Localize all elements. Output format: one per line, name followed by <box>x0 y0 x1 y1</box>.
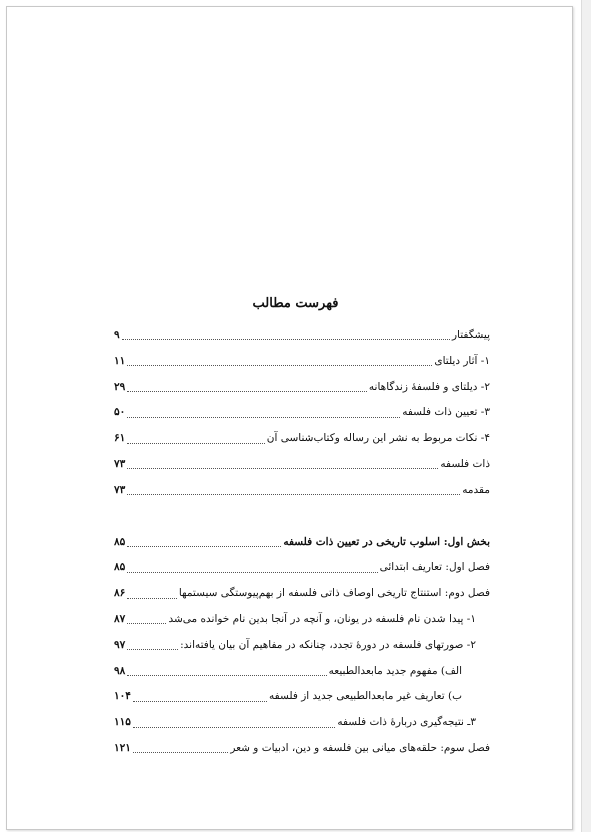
toc-entry-label: ۱- پیدا شدن نام فلسفه در یونان، و آنچه در آنجا بدین نام خوانده می‌شد <box>168 612 476 625</box>
toc-entry[interactable] <box>114 581 490 607</box>
dot-leader <box>127 572 377 573</box>
toc-entry-label: فصل دوم: استنتاج تاریخی اوصاف ذاتی فلسفه از بهم‌پیوستگی سیستمها <box>178 587 490 600</box>
toc-entry-label: ۱- آثار دیلتای <box>434 354 490 367</box>
toc-entry[interactable] <box>114 607 490 633</box>
toc-entry-page: ۹۷ <box>114 638 126 651</box>
toc-entry-page: ۸۷ <box>114 612 126 625</box>
toc-entry[interactable] <box>114 633 490 659</box>
toc-entry-label: پیشگفتار <box>451 329 490 341</box>
toc-entry-label: مقدمه <box>462 483 490 496</box>
dot-leader <box>122 339 450 340</box>
toc-entry-label: ۳ـ نتیجه‌گیری دربارهٔ ذات فلسفه <box>337 716 476 729</box>
toc-entry[interactable] <box>114 323 490 349</box>
dot-leader <box>127 649 178 650</box>
toc-entry-page: ۸۵ <box>114 535 126 548</box>
toc-entry-section[interactable] <box>114 530 490 556</box>
toc-entry[interactable] <box>114 736 490 762</box>
toc-entry-page: ۸۶ <box>114 587 126 600</box>
dot-leader <box>127 365 432 366</box>
toc-entry[interactable] <box>114 349 490 375</box>
toc-entry-label: ۲- دیلتای و فلسفهٔ زندگاهانه <box>368 380 490 393</box>
toc-entry-label: ۴- نکات مربوط به نشر این رساله وکتاب‌شناسی آن <box>266 432 490 445</box>
toc-entry-page: ۶۱ <box>114 432 126 445</box>
toc-entry-label: ۳- تعیین ذات فلسفه <box>402 406 490 419</box>
toc-entry[interactable] <box>114 478 490 504</box>
toc-entry-page: ۱۰۴ <box>114 690 131 703</box>
dot-leader <box>127 598 177 599</box>
toc-entry[interactable] <box>114 659 490 685</box>
toc-entry-label: فصل اول: تعاریف ابتدائی <box>379 561 490 574</box>
toc-entry-page: ۷۳ <box>114 483 126 496</box>
toc-title: فهرست مطالب <box>252 296 339 311</box>
toc-entry-page: ۹ <box>114 329 120 341</box>
toc-entry-page: ۱۱ <box>114 354 126 367</box>
dot-leader <box>127 417 400 418</box>
toc-entry[interactable] <box>114 375 490 401</box>
toc-entry[interactable] <box>114 555 490 581</box>
toc-entry-label: ذات فلسفه <box>440 457 490 470</box>
toc-entry[interactable] <box>114 684 490 710</box>
dot-leader <box>127 443 265 444</box>
dot-leader <box>127 546 281 547</box>
toc-entry-label: الف) مفهوم جدید مابعدالطبیعه <box>328 664 462 677</box>
dot-leader <box>127 391 367 392</box>
toc-entry-label: بخش اول: اسلوب تاریخی در تعیین ذات فلسفه <box>283 535 490 548</box>
vertical-scrollbar[interactable] <box>581 0 591 832</box>
toc-entry-page: ۷۳ <box>114 457 126 470</box>
dot-leader <box>127 623 166 624</box>
toc-entry[interactable] <box>114 710 490 736</box>
dot-leader <box>133 727 335 728</box>
toc-entry-page: ۱۱۵ <box>114 716 131 729</box>
toc-entry-label: ب) تعاریف غیر مابعدالطبیعی جدید از فلسفه <box>269 690 462 703</box>
table-of-contents <box>114 323 490 762</box>
dot-leader <box>133 752 228 753</box>
toc-entry[interactable] <box>114 452 490 478</box>
dot-leader <box>127 494 460 495</box>
dot-leader <box>127 675 326 676</box>
toc-entry-page: ۸۵ <box>114 561 126 574</box>
toc-entry[interactable] <box>114 426 490 452</box>
toc-entry-label: فصل سوم: حلقه‌های میانی بین فلسفه و دین، ادبیات و شعر <box>230 741 490 754</box>
toc-entry-page: ۱۲۱ <box>114 741 131 754</box>
toc-entry-page: ۲۹ <box>114 380 126 393</box>
dot-leader <box>133 701 267 702</box>
dot-leader <box>127 468 438 469</box>
toc-entry-label: ۲- صورتهای فلسفه در دورهٔ تجدد، چنانکه در مفاهیم آن بیان یافته‌اند: <box>180 638 476 651</box>
toc-entry-page: ۹۸ <box>114 664 126 677</box>
toc-entry-page: ۵۰ <box>114 406 126 419</box>
toc-entry[interactable] <box>114 400 490 426</box>
